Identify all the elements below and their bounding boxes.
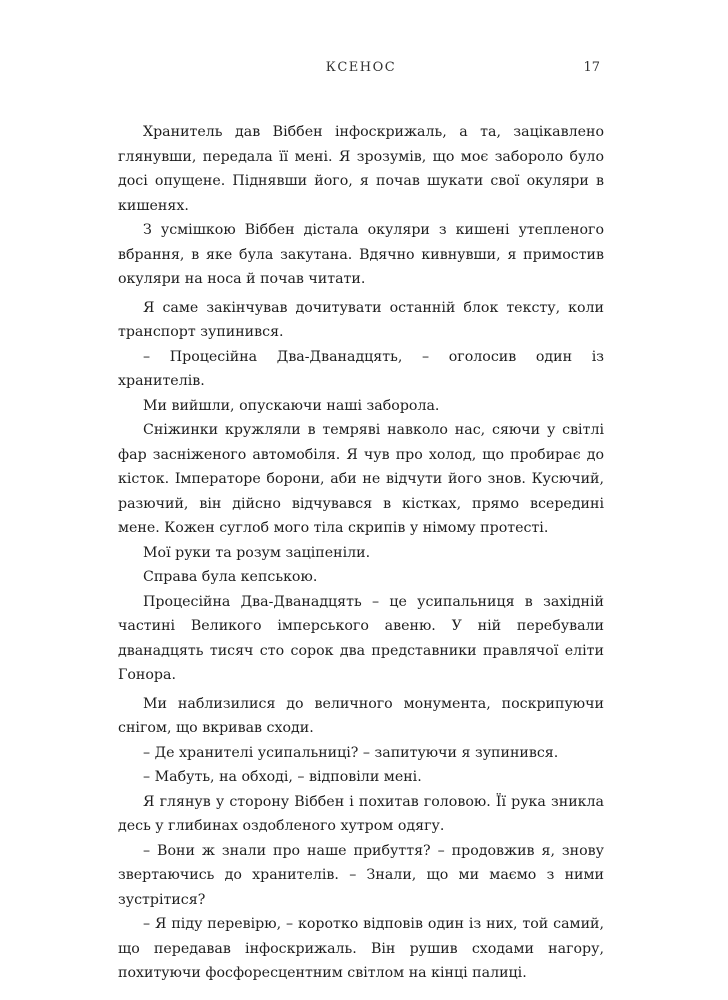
body-text (118, 120, 604, 986)
paragraph: – Процесійна Два-Дванадцять, – оголосив один із хранителів. (118, 348, 604, 389)
paragraph: Я глянув у сторону Віббен і похитав головою. Її рука зникла десь у глибинах оздобленого хутром одягу. (118, 793, 604, 834)
paragraph: – Вони ж знали про наше прибуття? – продовжив я, знову звертаючись до хранителів. – Знали, що ми маємо з ними зустрітися? (118, 842, 604, 908)
paragraph: Процесійна Два-Дванадцять – це усипальниця в західній частині Великого імперського авеню. У ній перебували дванадцять тисяч сто сорок два представники правлячої еліти Гонора. (118, 593, 604, 683)
paragraph: Ми вийшли, опускаючи наші заборола. (143, 397, 440, 414)
paragraph: Ми наблизилися до величного монумента, поскрипуючи снігом, що вкривав сходи. (118, 695, 604, 736)
paragraph: – Я піду перевірю, – коротко відповів один із них, той самий, що передавав інфоскрижаль. Він рушив сходами нагору, похитуючи фосфоресцентним світлом на кінці палиці. (118, 916, 604, 981)
paragraph: Хранитель дав Віббен інфоскрижаль, а та, зацікавлено глянувши, передала її мені. Я зрозумів, що моє забороло було досі опущене. Піднявши його, я почав шукати свої окуляри в кишенях. (118, 124, 604, 214)
running-title: КСЕНОС (325, 60, 397, 75)
page-header (118, 60, 604, 80)
paragraph: – Мабуть, на обході, – відповіли мені. (143, 769, 422, 785)
paragraph: Справа була кепською. (143, 569, 318, 585)
paragraph: З усмішкою Віббен дістала окуляри з кишені утепленого вбрання, в яке була закутана. Вдячно кивнувши, я примостив окуляри на носа й почав читати. (118, 222, 604, 287)
paragraph: Сніжинки кружляли в темряві навколо нас, сяючи у світлі фар засніженого автомобіля. Я чув про холод, що пробирає до кісток. Імператоре борони, аби не відчути його знов. Кусючий, разючий, він дійсно відчувався в кістках, прямо всередині мене. Кожен суглоб мого тіла скрипів у німому протесті. (118, 422, 604, 536)
paragraph: – Де хранителі усипальниці? – запитуючи я зупинився. (143, 744, 559, 761)
paragraph: Я саме закінчував дочитувати останній блок тексту, коли транспорт зупинився. (118, 299, 604, 340)
paragraph: Мої руки та розум заціпеніли. (143, 544, 371, 561)
page-number: 17 (583, 60, 600, 75)
